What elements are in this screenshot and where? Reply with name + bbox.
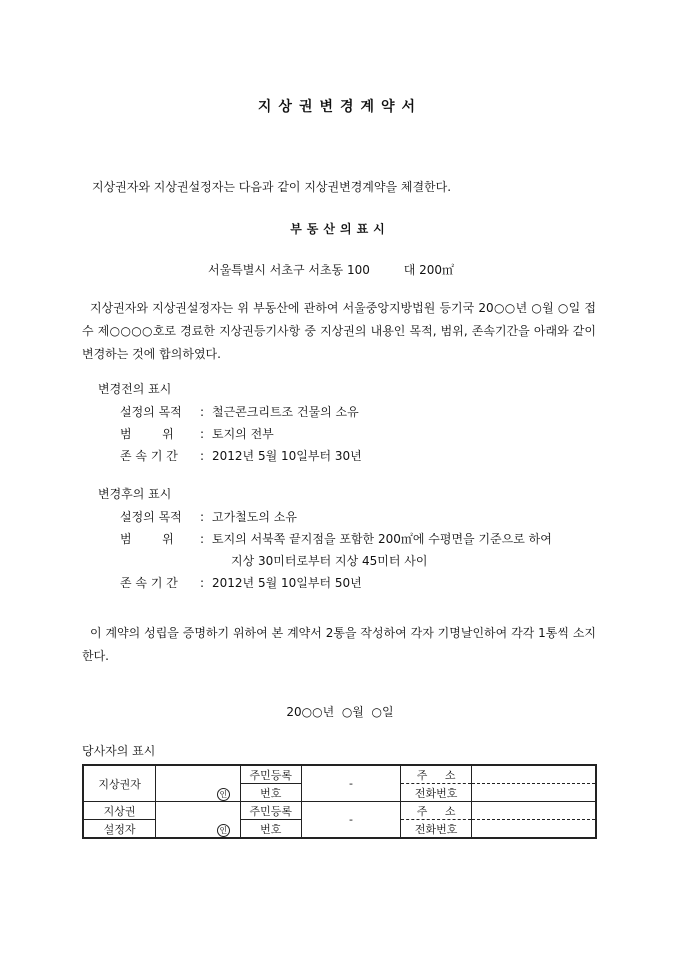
grantor-address-value — [472, 802, 596, 820]
phone-label: 전화번호 — [401, 820, 472, 839]
colon: : — [200, 510, 205, 524]
after-purpose-row — [120, 508, 297, 525]
before-term-label: 존 속 기 간 — [120, 449, 178, 463]
address-label: 주 소 — [401, 765, 472, 784]
after-purpose-value: 고가철도의 소유 — [212, 510, 297, 524]
after-term-value: 2012년 5월 10일부터 50년 — [212, 576, 362, 590]
after-scope-label: 범 위 — [120, 532, 174, 546]
property-line — [208, 261, 454, 278]
superficiary-label: 지상권자 — [83, 765, 156, 802]
agreement-paragraph: 지상권자와 지상권설정자는 위 부동산에 관하여 서울중앙지방법원 등기국 20○○년 ○월 ○일 접수 제○○○○호로 경료한 지상권등기사항 중 지상권의 내용인 목적, 범위, 존속기간을 아래와 같이 변경하는 것에 합의하였다. — [82, 301, 596, 361]
rrn-label-1: 주민등록 — [240, 765, 301, 784]
after-heading: 변경후의 표시 — [98, 487, 172, 501]
superficiary-rrn-value: - — [301, 765, 401, 802]
table-row — [83, 765, 596, 784]
page-title: 지상권변경계약서 — [257, 99, 423, 115]
after-scope-row — [120, 530, 552, 547]
after-scope-value-1: 토지의 서북쪽 끝지점을 포함한 200㎡에 수평면을 기준으로 하여 — [212, 532, 552, 546]
superficiary-phone-value — [472, 784, 596, 802]
before-heading: 변경전의 표시 — [98, 382, 172, 396]
colon: : — [200, 427, 205, 441]
colon: : — [200, 532, 205, 546]
before-scope-row — [120, 425, 274, 442]
colon: : — [200, 405, 205, 419]
before-scope-value: 토지의 전부 — [212, 427, 274, 441]
phone-label: 전화번호 — [401, 784, 472, 802]
rrn-label-1: 주민등록 — [240, 802, 301, 820]
before-purpose-row — [120, 403, 359, 420]
property-address: 서울특별시 서초구 서초동 100 — [208, 263, 370, 277]
grantor-label-1: 지상권 — [83, 802, 156, 820]
superficiary-address-value — [472, 765, 596, 784]
after-purpose-label: 설정의 목적 — [120, 510, 182, 524]
intro-text: 지상권자와 지상권설정자는 다음과 같이 지상권변경계약을 체결한다. — [92, 180, 452, 194]
closing-paragraph: 이 계약의 성립을 증명하기 위하여 본 계약서 2통을 작성하여 각자 기명날인하여 각각 1통씩 소지한다. — [82, 626, 596, 663]
before-term-row — [120, 447, 362, 464]
before-scope-label: 범 위 — [120, 427, 174, 441]
grantor-phone-value — [472, 820, 596, 839]
rrn-label-2: 번호 — [240, 784, 301, 802]
rrn-label-2: 번호 — [240, 820, 301, 839]
after-term-label: 존 속 기 간 — [120, 576, 178, 590]
grantor-rrn-value: - — [301, 802, 401, 839]
superficiary-seal-cell — [156, 765, 241, 802]
colon: : — [200, 576, 205, 590]
parties-table — [82, 764, 597, 839]
property-area: 대 200㎡ — [403, 263, 455, 277]
seal-mark: 인 — [217, 824, 230, 837]
table-row — [83, 802, 596, 820]
contract-date: 20○○년 ○월 ○일 — [286, 705, 394, 719]
before-purpose-label: 설정의 목적 — [120, 405, 182, 419]
after-term-row — [120, 574, 362, 591]
before-purpose-value: 철근콘크리트조 건물의 소유 — [212, 405, 359, 419]
grantor-seal-cell — [156, 802, 241, 839]
colon: : — [200, 449, 205, 463]
parties-heading: 당사자의 표시 — [82, 744, 156, 758]
property-heading: 부동산의표시 — [290, 222, 390, 236]
seal-mark: 인 — [217, 788, 230, 801]
grantor-label-2: 설정자 — [83, 820, 156, 839]
after-scope-value-2: 지상 30미터로부터 지상 45미터 사이 — [231, 554, 428, 568]
address-label: 주 소 — [401, 802, 472, 820]
before-term-value: 2012년 5월 10일부터 30년 — [212, 449, 362, 463]
